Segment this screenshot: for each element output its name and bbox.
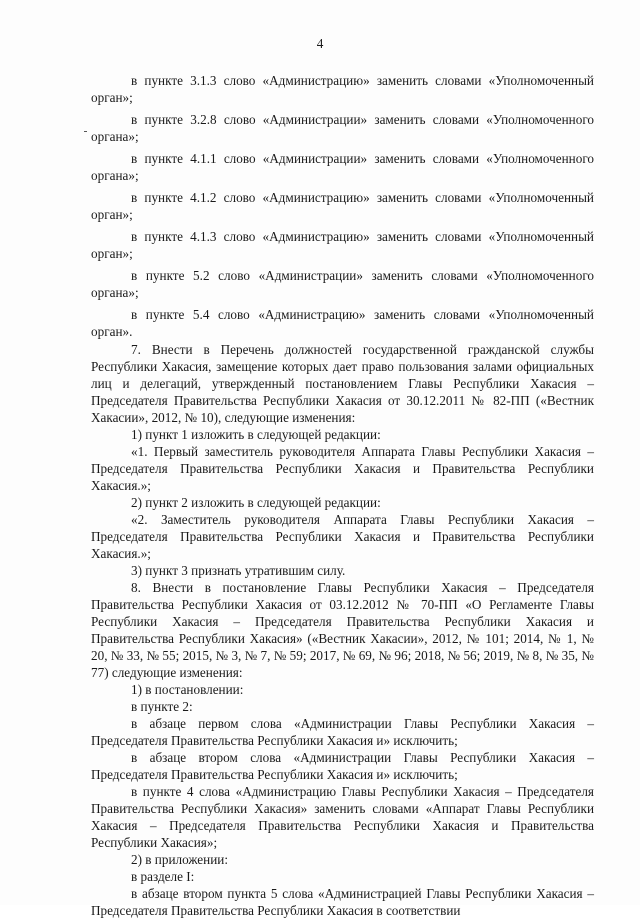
paragraph: «1. Первый заместитель руководителя Аппарата Главы Республики Хакасия – Председателя Правительства Республики Хакасия и Правительства Республики Хакасия.»; [91, 444, 594, 493]
margin-mark [84, 131, 87, 132]
paragraph: в пункте 5.4 слово «Администрацию» заменить словами «Уполномоченный орган». [91, 307, 594, 339]
paragraph: в пункте 4.1.2 слово «Администрацию» заменить словами «Уполномоченный орган»; [91, 190, 594, 222]
paragraph: в пункте 3.1.3 слово «Администрацию» заменить словами «Уполномоченный орган»; [91, 73, 594, 105]
paragraph: в пункте 4.1.1 слово «Администрации» заменить словами «Уполномоченного органа»; [91, 151, 594, 183]
paragraph: 3) пункт 3 признать утратившим силу. [131, 563, 346, 578]
paragraph: 2) пункт 2 изложить в следующей редакции: [131, 495, 381, 510]
document-body [91, 72, 594, 919]
paragraph: в абзаце втором слова «Администрации Главы Республики Хакасия – Председателя Правительства Республики Хакасия и» исключить; [91, 750, 594, 782]
page-number: 4 [316, 36, 324, 51]
paragraph: 2) в приложении: [131, 852, 228, 867]
paragraph: в пункте 2: [131, 699, 193, 714]
paragraph: в пункте 3.2.8 слово «Администрации» заменить словами «Уполномоченного органа»; [91, 112, 594, 144]
paragraph: 7. Внести в Перечень должностей государственной гражданской службы Республики Хакасия, замещение которых дает право пользования залами официальных лиц и делегаций, утвержденный постановлением Главы Республики Хакасия – Председателя Правительства Республики Хакасия от 30.12.2011 № 82-ПП («Вестник Хакасии», 2012, № 10), следующие изменения: [91, 342, 594, 425]
paragraph: в разделе I: [131, 869, 195, 884]
paragraph: в абзаце первом слова «Администрации Главы Республики Хакасия – Председателя Правительства Республики Хакасия и» исключить; [91, 716, 594, 748]
paragraph: 1) в постановлении: [131, 682, 244, 697]
paragraph: 1) пункт 1 изложить в следующей редакции: [131, 427, 381, 442]
paragraph: 8. Внести в постановление Главы Республики Хакасия – Председателя Правительства Республики Хакасия от 03.12.2012 № 70-ПП «О Регламенте Главы Республики Хакасия – Председателя Правительства Республики Хакасия и Правительства Республики Хакасия» («Вестник Хакасии», 2012, № 101; 2014, № 1, № 20, № 33, № 55; 2015, № 3, № 7, № 59; 2017, № 69, № 96; 2018, № 56; 2019, № 8, № 35, № 77) следующие изменения: [91, 580, 594, 680]
paragraph: в пункте 5.2 слово «Администрации» заменить словами «Уполномоченного органа»; [91, 268, 594, 300]
paragraph: в пункте 4.1.3 слово «Администрацию» заменить словами «Уполномоченный орган»; [91, 229, 594, 261]
paragraph: «2. Заместитель руководителя Аппарата Главы Республики Хакасия – Председателя Правительства Республики Хакасия и Правительства Республики Хакасия.»; [91, 512, 594, 561]
paragraph: в абзаце втором пункта 5 слова «Администрацией Главы Республики Хакасия – Председателя Правительства Республики Хакасия в соответствии [91, 886, 594, 918]
paragraph: в пункте 4 слова «Администрацию Главы Республики Хакасия – Председателя Правительства Республики Хакасия» заменить словами «Аппарат Главы Республики Хакасия – Председателя Правительства Республики Хакасия и Правительства Республики Хакасия»; [91, 784, 594, 850]
